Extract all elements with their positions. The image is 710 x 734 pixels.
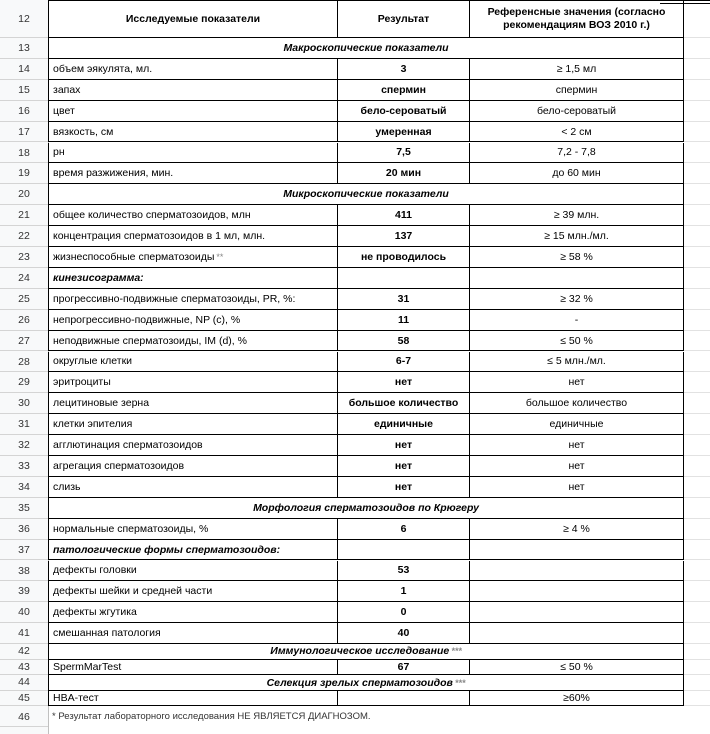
row-number: 17	[0, 122, 48, 143]
indicator-cell	[48, 289, 338, 310]
result-cell: 6	[338, 519, 470, 540]
section-title-text: Морфология сперматозоидов по Крюгеру	[253, 501, 479, 514]
result-cell: нет	[338, 372, 470, 393]
empty-cell[interactable]	[684, 247, 710, 268]
subheader-cell	[48, 540, 338, 561]
reference-cell	[470, 602, 684, 623]
row-number: 13	[0, 38, 48, 59]
row-number: 40	[0, 602, 48, 623]
indicator-text: неподвижные сперматозоиды, IM (d), %	[53, 334, 247, 347]
row-number: 37	[0, 540, 48, 561]
table-row	[48, 80, 710, 101]
row-number: 23	[0, 247, 48, 268]
indicator-cell	[48, 59, 338, 80]
result-cell: 411	[338, 205, 470, 226]
indicator-text: дефекты жгутика	[53, 606, 137, 619]
indicator-cell	[48, 101, 338, 122]
footnote-marker: ***	[451, 646, 462, 657]
reference-cell: нет	[470, 372, 684, 393]
indicator-cell	[48, 414, 338, 435]
indicator-cell	[48, 372, 338, 393]
indicator-cell	[48, 561, 338, 582]
result-cell: 67	[338, 660, 470, 676]
indicator-text: рн	[53, 146, 65, 159]
reference-cell: спермин	[470, 80, 684, 101]
result-cell: 40	[338, 623, 470, 644]
indicator-text: вязкость, см	[53, 125, 114, 138]
reference-cell: бело-сероватый	[470, 101, 684, 122]
table-row	[48, 247, 710, 268]
row-number: 15	[0, 80, 48, 101]
result-cell: 53	[338, 561, 470, 582]
empty-cell[interactable]	[684, 226, 710, 247]
indicator-cell	[48, 205, 338, 226]
empty-cell[interactable]	[684, 310, 710, 331]
indicator-text: объем эякулята, мл.	[53, 62, 153, 75]
section-title	[48, 184, 684, 205]
indicator-cell	[48, 660, 338, 676]
row-number: 20	[0, 184, 48, 205]
footnote-marker: **	[216, 251, 224, 262]
indicator-cell	[48, 393, 338, 414]
indicator-cell	[48, 163, 338, 184]
empty-cell[interactable]	[684, 101, 710, 122]
empty-cell[interactable]	[684, 540, 710, 561]
empty-cell[interactable]	[684, 38, 710, 59]
table-row	[48, 310, 710, 331]
section-title-text: Иммунологическое исследование	[270, 645, 450, 658]
table-row	[48, 122, 710, 143]
empty-cell[interactable]	[684, 675, 710, 691]
row-number: 38	[0, 561, 48, 582]
indicator-cell	[48, 331, 338, 352]
row-number: 44	[0, 675, 48, 691]
row-number: 21	[0, 205, 48, 226]
row-number: 12	[0, 0, 48, 38]
reference-cell: ≥ 15 млн./мл.	[470, 226, 684, 247]
footnote: * Результат лабораторного исследования НЕ ЯВЛЯЕТСЯ ДИАГНОЗОМ.	[52, 711, 371, 722]
indicator-cell	[48, 143, 338, 164]
empty-cell[interactable]	[684, 477, 710, 498]
indicator-text: жизнеспособные сперматозоиды	[53, 250, 215, 263]
empty-cell[interactable]	[684, 691, 710, 707]
empty-cell[interactable]	[684, 80, 710, 101]
indicator-text: агрегация сперматозоидов	[53, 459, 185, 472]
indicator-cell	[48, 602, 338, 623]
header-result: Результат	[338, 0, 470, 38]
reference-cell: нет	[470, 435, 684, 456]
section-title-text: Макроскопические показатели	[283, 41, 449, 54]
row-number: 43	[0, 660, 48, 676]
row-number: 25	[0, 289, 48, 310]
row-number: 30	[0, 393, 48, 414]
section-row	[48, 38, 710, 59]
table-row	[48, 289, 710, 310]
empty-cell[interactable]	[684, 456, 710, 477]
table-row	[48, 540, 710, 561]
reference-cell: ≥60%	[470, 691, 684, 707]
row-number: 28	[0, 352, 48, 373]
reference-cell	[470, 561, 684, 582]
indicator-text: концентрация сперматозоидов в 1 мл, млн.	[53, 230, 266, 243]
empty-cell[interactable]	[684, 268, 710, 289]
section-row	[48, 184, 710, 205]
empty-cell[interactable]	[684, 122, 710, 143]
footnote-marker: ***	[454, 677, 466, 688]
result-cell: 7,5	[338, 143, 470, 164]
row-number: 29	[0, 372, 48, 393]
table-row	[48, 352, 710, 373]
table-row	[48, 456, 710, 477]
row-number: 41	[0, 623, 48, 644]
row-number: 32	[0, 435, 48, 456]
empty-cell[interactable]	[684, 59, 710, 80]
table-row	[48, 519, 710, 540]
table-row	[48, 331, 710, 352]
indicator-cell	[48, 80, 338, 101]
indicator-text: слизь	[53, 480, 81, 493]
empty-cell[interactable]	[684, 331, 710, 352]
indicator-cell	[48, 519, 338, 540]
empty-cell[interactable]	[684, 644, 710, 660]
reference-cell: нет	[470, 456, 684, 477]
result-cell: 1	[338, 581, 470, 602]
result-cell: нет	[338, 456, 470, 477]
table-row	[48, 226, 710, 247]
indicator-text: дефекты головки	[53, 564, 137, 577]
indicator-text: эритроциты	[53, 376, 111, 389]
empty-cell[interactable]	[684, 435, 710, 456]
result-cell: единичные	[338, 414, 470, 435]
subheader-text: патологические формы сперматозоидов:	[53, 543, 281, 556]
reference-cell: -	[470, 310, 684, 331]
section-row	[48, 498, 710, 519]
indicator-text: округлые клетки	[53, 355, 133, 368]
cut-off-row	[48, 727, 710, 734]
table-row	[48, 477, 710, 498]
row-number: 35	[0, 498, 48, 519]
reference-cell: 7,2 - 7,8	[470, 143, 684, 164]
result-cell: 3	[338, 59, 470, 80]
row-number: 36	[0, 519, 48, 540]
result-cell: 58	[338, 331, 470, 352]
indicator-text: лецитиновые зерна	[53, 397, 150, 410]
empty-cell[interactable]	[684, 561, 710, 582]
table-row	[48, 414, 710, 435]
header-row	[48, 0, 710, 38]
table-row	[48, 660, 710, 676]
empty-cell[interactable]	[684, 519, 710, 540]
reference-cell: ≥ 1,5 мл	[470, 59, 684, 80]
row-number: 18	[0, 143, 48, 164]
row-number: 16	[0, 101, 48, 122]
section-title-text: Селекция зрелых сперматозоидов	[266, 676, 453, 689]
empty-cell[interactable]	[684, 581, 710, 602]
reference-cell: ≤ 5 млн./мл.	[470, 352, 684, 373]
indicator-text: смешанная патология	[53, 627, 161, 640]
section-title	[48, 498, 684, 519]
reference-cell: ≥ 32 %	[470, 289, 684, 310]
result-cell: нет	[338, 477, 470, 498]
indicator-cell	[48, 581, 338, 602]
subheader-cell	[48, 268, 338, 289]
indicator-cell	[48, 310, 338, 331]
reference-cell: до 60 мин	[470, 163, 684, 184]
section-title	[48, 38, 684, 59]
reference-cell: ≤ 50 %	[470, 331, 684, 352]
section-row	[48, 675, 710, 691]
section-title-text: Микроскопические показатели	[283, 188, 449, 201]
indicator-text: непрогрессивно-подвижные, NP (с), %	[53, 313, 241, 326]
empty-cell[interactable]	[684, 498, 710, 519]
indicator-cell	[48, 247, 338, 268]
result-cell: 137	[338, 226, 470, 247]
row-number: 24	[0, 268, 48, 289]
reference-cell: ≥ 4 %	[470, 519, 684, 540]
row-number: 34	[0, 477, 48, 498]
row-number: 39	[0, 581, 48, 602]
indicator-cell	[48, 477, 338, 498]
result-cell: нет	[338, 435, 470, 456]
result-cell: большое количество	[338, 393, 470, 414]
table-row	[48, 59, 710, 80]
indicator-text: общее количество сперматозоидов, млн	[53, 209, 251, 222]
indicator-text: клетки эпителия	[53, 418, 133, 431]
row-number: 31	[0, 414, 48, 435]
reference-cell: ≤ 50 %	[470, 660, 684, 676]
row-number: 26	[0, 310, 48, 331]
empty-cell[interactable]	[684, 352, 710, 373]
indicator-text: агглютинация сперматозоидов	[53, 439, 203, 452]
indicator-text: время разжижения, мин.	[53, 167, 174, 180]
result-cell: 31	[338, 289, 470, 310]
result-cell: 6-7	[338, 352, 470, 373]
row-number: 33	[0, 456, 48, 477]
empty-cell[interactable]	[684, 163, 710, 184]
row-number: 46	[0, 707, 48, 727]
reference-cell	[470, 623, 684, 644]
empty-cell[interactable]	[684, 184, 710, 205]
reference-cell	[470, 581, 684, 602]
section-title	[48, 644, 684, 660]
row-number: 45	[0, 691, 48, 707]
result-cell: спермин	[338, 80, 470, 101]
empty-cell[interactable]	[684, 0, 710, 38]
indicator-cell	[48, 623, 338, 644]
table-row	[48, 205, 710, 226]
table-row	[48, 101, 710, 122]
indicator-cell	[48, 122, 338, 143]
indicator-text: дефекты шейки и средней части	[53, 585, 213, 598]
row-number: 27	[0, 331, 48, 352]
row-number: 42	[0, 644, 48, 660]
result-cell	[338, 540, 470, 561]
empty-cell[interactable]	[684, 143, 710, 164]
section-title	[48, 675, 684, 691]
indicator-text: прогрессивно-подвижные сперматозоиды, PR, %:	[53, 292, 296, 305]
indicator-cell	[48, 691, 338, 707]
indicator-cell	[48, 456, 338, 477]
row-number: 19	[0, 163, 48, 184]
result-cell	[338, 691, 470, 707]
reference-cell: ≥ 39 млн.	[470, 205, 684, 226]
header-reference: Референсные значения (согласно рекомендациям ВОЗ 2010 г.)	[470, 0, 684, 38]
section-row	[48, 644, 710, 660]
table-row	[48, 691, 710, 707]
subheader-text: кинезисограмма:	[53, 271, 144, 284]
empty-cell[interactable]	[684, 623, 710, 644]
indicator-cell	[48, 226, 338, 247]
result-cell: умеренная	[338, 122, 470, 143]
table-row	[48, 602, 710, 623]
indicator-cell	[48, 435, 338, 456]
row-number: 22	[0, 226, 48, 247]
empty-cell[interactable]	[684, 289, 710, 310]
table-row	[48, 163, 710, 184]
table-row	[48, 372, 710, 393]
reference-cell: < 2 см	[470, 122, 684, 143]
table-row	[48, 561, 710, 582]
reference-cell: единичные	[470, 414, 684, 435]
empty-cell[interactable]	[684, 205, 710, 226]
indicator-text: HBA-тест	[53, 692, 99, 705]
table-row	[48, 623, 710, 644]
reference-cell	[470, 540, 684, 561]
table-row	[48, 435, 710, 456]
empty-cell[interactable]	[684, 660, 710, 676]
reference-cell: большое количество	[470, 393, 684, 414]
reference-cell: нет	[470, 477, 684, 498]
result-cell: 11	[338, 310, 470, 331]
result-cell: 20 мин	[338, 163, 470, 184]
result-cell: 0	[338, 602, 470, 623]
indicator-cell	[48, 352, 338, 373]
row-number: 14	[0, 59, 48, 80]
reference-cell	[470, 268, 684, 289]
indicator-text: запах	[53, 83, 81, 96]
header-indicator: Исследуемые показатели	[48, 0, 338, 38]
table-row	[48, 581, 710, 602]
empty-cell[interactable]	[684, 602, 710, 623]
row-number-column	[0, 0, 49, 734]
empty-cell[interactable]	[684, 414, 710, 435]
indicator-text: нормальные сперматозоиды, %	[53, 522, 209, 535]
result-cell: бело-сероватый	[338, 101, 470, 122]
table-row	[48, 393, 710, 414]
result-cell	[338, 268, 470, 289]
indicator-text: цвет	[53, 104, 75, 117]
result-cell: не проводилось	[338, 247, 470, 268]
indicator-text: SpermMarTest	[53, 660, 122, 673]
reference-cell: ≥ 58 %	[470, 247, 684, 268]
table-row	[48, 143, 710, 164]
empty-cell[interactable]	[684, 372, 710, 393]
empty-cell[interactable]	[684, 393, 710, 414]
table-row	[48, 268, 710, 289]
